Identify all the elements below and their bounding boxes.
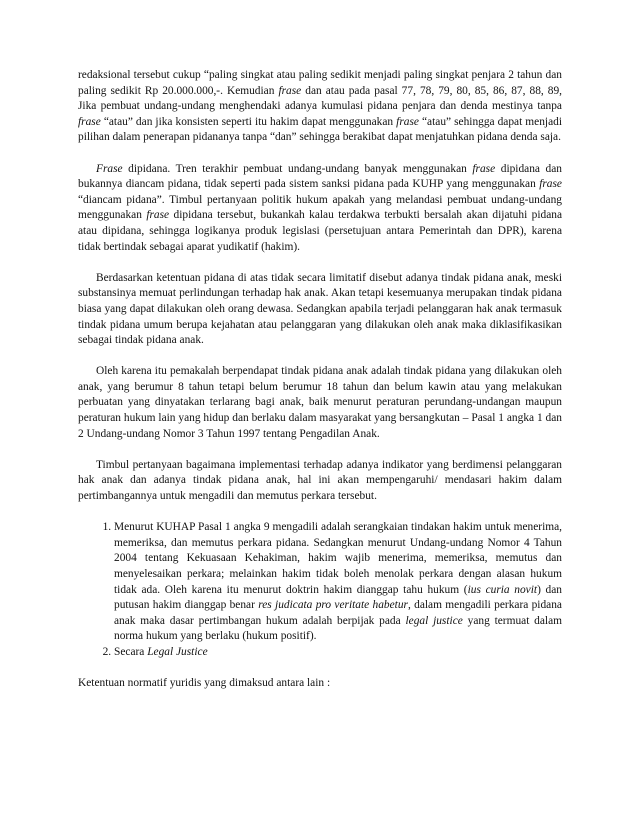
paragraph-definisi-tindak-pidana-anak: Oleh karena itu pemakalah berpendapat tindak pidana anak adalah tindak pidana yang dilakukan oleh anak, yang berumur 8 tahun tetapi belum berumur 18 tahun dan belum kawin atau yang melakukan perbuatan yang dinyatakan terlarang bagi anak, baik menurut peraturan perundang-undangan maupun peraturan hukum lain yang hidup dan berlaku dalam masyarakat yang bersangkutan – Pasal 1 angka 1 dan 2 Undang-undang Nomor 3 Tahun 1997 tentang Pengadilan Anak.	[78, 365, 562, 440]
paragraph-frase-dipidana: Frase dipidana. Tren terakhir pembuat undang-undang banyak menggunakan frase dipidana dan bukannya diancam pidana, tidak seperti pada sistem sanksi pidana pada KUHP yang menggunakan frase “diancam pidana”. Timbul pertanyaan politik hukum apakah yang melandasi pembuat undang-undang menggunakan frase dipidana tersebut, bukankah kalau terdakwa terbukti bersalah akan dijatuhi pidana atau dipidana, sehingga logikanya produk legislasi (persetujuan antara Pemerintah dan DPR), karena tidak bertindak sebagai aparat yudikatif (hakim).	[78, 162, 563, 253]
closing-line: Ketentuan normatif yuridis yang dimaksud antara lain :	[78, 677, 331, 690]
paragraph-frase-atau: redaksional tersebut cukup “paling singkat atau paling sedikit menjadi paling singkat penjara 2 tahun dan paling sedikit Rp 20.000.000,-. Kemudian frase dan atau pada pasal 77, 78, 79, 80, 85, 86, 87, 88, 89, Jika pembuat undang-undang menghendaki adanya kumulasi pidana penjara dan denda mestinya tanpa frase “atau” dan jika konsisten seperti itu hakim dapat menggunakan frase “atau” sehingga dapat menjadi pilihan dalam penerapan pidananya tanpa “dan” sehingga berakibat dapat menjatuhkan pidana denda saja.	[78, 69, 562, 144]
list-item-legal-justice: 2. Secara Legal Justice	[114, 645, 562, 661]
paragraph-ketentuan-pidana: Berdasarkan ketentuan pidana di atas tidak secara limitatif disebut adanya tindak pidana anak, meski substansinya memuat perlindungan terhadap hak anak. Akan tetapi kesemuanya merupakan tindak pidana biasa yang dapat dilakukan oleh orang dewasa. Sedangkan apabila terjadi pelanggaran hak anak termasuk tindak pidana umum berupa kejahatan atau pelanggaran yang dilakukan oleh anak maka diklasifikasikan sebagai tindak pidana anak.	[78, 271, 562, 347]
numbered-list	[78, 520, 562, 660]
paragraph-pertanyaan-implementasi: Timbul pertanyaan bagaimana implementasi terhadap adanya indikator yang berdimensi pelanggaran hak anak dan adanya tindak pidana anak, hal ini akan mempengaruhi/ mendasari hakim dalam pertimbangannya untuk mengadili dan memutus perkara tersebut.	[78, 458, 562, 503]
document-page	[78, 68, 562, 692]
list-item-kuhap: 1. Menurut KUHAP Pasal 1 angka 9 mengadili adalah serangkaian tindakan hakim untuk menerima, memeriksa, dan memutus perkara pidana. Sedangkan menurut Undang-undang Nomor 4 Tahun 2004 tentang Kekuasaan Kehakiman, hakim wajib menerima, memeriksa, memutus dan menyelesaikan perkara; melainkan hakim tidak boleh menolak perkara dengan alasan hukum tidak ada. Oleh karena itu menurut doktrin hakim dianggap tahu hukum (ius curia novit) dan putusan hakim dianggap benar res judicata pro veritate habetur, dalam mengadili perkara pidana anak maka dasar pertimbangan hukum adalah berpijak pada legal justice yang termuat dalam norma hukum yang berlaku (hukum positif).	[114, 520, 562, 645]
